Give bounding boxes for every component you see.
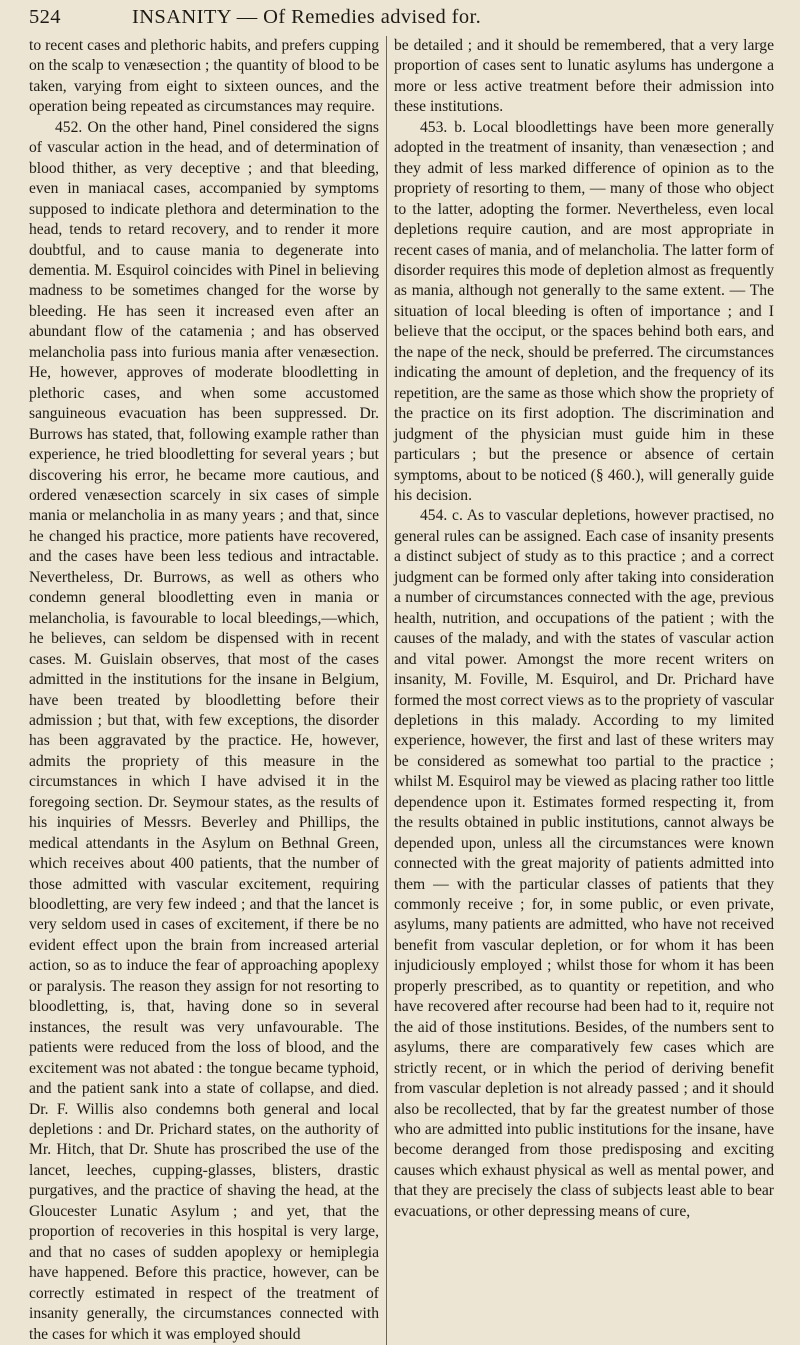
page-header (29, 6, 774, 36)
running-head: INSANITY — Of Remedies advised for. (132, 6, 482, 28)
paragraph: to recent cases and plethoric habits, and prefers cupping on the scalp to venæsection ; the quantity of blood to be taken, varying from eight to sixteen ounces, and the operation being repeated as circumstances may require. (29, 37, 379, 116)
left-column (29, 36, 386, 1345)
page-number: 524 (29, 6, 61, 28)
paragraph: be detailed ; and it should be remembered, that a very large proportion of cases sent to lunatic asylums has undergone a more or less active treatment before their admission into these institutions. (394, 37, 774, 116)
paragraph: 454. c. As to vascular depletions, however practised, no general rules can be assigned. Each case of insanity presents a distinct subject of study as to this practice ; and a correct judgment can be formed only after taking into consideration a number of circumstances connected with the age, previous health, nutrition, and occupations of the patient ; with the causes of the malady, and with the states of vascular action and vital power. Amongst the more recent writers on insanity, M. Foville, M. Esquirol, and Dr. Prichard have formed the most correct views as to the propriety of vascular depletions in this malady. According to my limited experience, however, the first and last of these writers may be considered as somewhat too partial to the practice ; whilst M. Esquirol may be viewed as placing rather too little dependence upon it. Estimates formed respecting it, from the results obtained in public institutions, cannot always be depended upon, unless all the circumstances were known connected with the great majority of patients admitted into them — with the particular classes of patients that they commonly receive ; for, in some public, or even private, asylums, many patients are admitted, who have not received benefit from vascular depletion, or for whom it has been injudiciously employed ; whilst those for whom it has been properly prescribed, as to quantity or repetition, and who have recovered after recourse had been had to it, require not the aid of those institutions. Besides, of the numbers sent to asylums, there are comparatively few cases which are strictly recent, or in which the period of deriving benefit from vascular depletion is not already passed ; and it should also be recollected, that by far the greatest number of those who are admitted into public institutions for the insane, have become deranged from those predisposing and exciting causes which exhaust physical as well as mental power, and that they are precisely the class of subjects least able to bear evacuations, or other depressing means of cure, (394, 507, 774, 1220)
right-column (386, 36, 774, 1345)
text-columns (29, 36, 774, 1345)
paragraph: 452. On the other hand, Pinel considered the signs of vascular action in the head, and of determination of blood thither, as very deceptive ; and that bleeding, even in maniacal cases, accompanied by symptoms supposed to indicate plethora and determination to the head, tends to retard recovery, and to render it more doubtful, and to cause mania to degenerate into dementia. M. Esquirol coincides with Pinel in believing madness to be sometimes changed for the worse by bleeding. He has seen it increased even after an abundant flow of the catamenia ; and has observed melancholia pass into furious mania after venæsection. He, however, approves of moderate bloodletting in plethoric cases, and when some accustomed sanguineous evacuation has been suppressed. Dr. Burrows has stated, that, following example rather than experience, he tried bloodletting for several years ; but discovering his error, he became more cautious, and ordered venæsection scarcely in six cases of simple mania or melancholia in as many years ; and that, since he changed his practice, more patients have recovered, and the cases have been less tedious and intractable. Nevertheless, Dr. Burrows, as well as others who condemn general bloodletting even in mania or melancholia, is favourable to local bleedings,—which, he believes, can seldom be dispensed with in recent cases. M. Guislain observes, that most of the cases admitted in the institutions for the insane in Belgium, have been treated by bloodletting before their admission ; but that, with few exceptions, the disorder has been aggravated by the practice. He, however, admits the propriety of this measure in the circumstances in which I have advised it in the foregoing section. Dr. Seymour states, as the results of his inquiries of Messrs. Beverley and Phillips, the medical attendants in the Asylum on Bethnal Green, which receives about 400 patients, that the number of those admitted with vascular excitement, requiring bloodletting, are very few indeed ; and that the lancet is very seldom used in cases of excitement, if there be no evident effect upon the brain from increased arterial action, so as to induce the fear of approaching apoplexy or paralysis. The reason they assign for not resorting to bloodletting, is, that, having done so in several instances, the result was very unfavourable. The patients were reduced from the loss of blood, and the excitement was not abated : the tongue became typhoid, and the patient sank into a state of collapse, and died. Dr. F. Willis also condemns both general and local depletions : and Dr. Prichard states, on the authority of Mr. Hitch, that Dr. Shute has proscribed the use of the lancet, leeches, cupping-glasses, blisters, drastic purgatives, and the practice of shaving the head, at the Gloucester Lunatic Asylum ; and yet, that the proportion of recoveries in this hospital is very large, and that no cases of sudden apoplexy or hemiplegia have happened. Before this practice, however, can be correctly estimated in respect of the treatment of insanity generally, the circumstances connected with the cases for which it was employed should (29, 118, 379, 1343)
paragraph: 453. b. Local bloodlettings have been more generally adopted in the treatment of insanity, than venæsection ; and they admit of less marked difference of opinion as to the propriety of resorting to them, — many of those who object to the latter, adopting the former. Nevertheless, even local depletions require caution, and are most appropriate in recent cases of mania, and of melancholia. The latter form of disorder requires this mode of depletion almost as frequently as mania, although not generally to the same extent. — The situation of local bleeding is often of importance ; and I believe that the occiput, or the spaces behind both ears, and the nape of the neck, should be preferred. The circumstances indicating the amount of depletion, and the frequency of its repetition, are the same as those which show the propriety of the practice on its first adoption. The discrimination and judgment of the physician must guide him in these particulars ; but the presence or absence of certain symptoms, about to be noticed (§ 460.), will generally guide his decision. (394, 118, 774, 504)
